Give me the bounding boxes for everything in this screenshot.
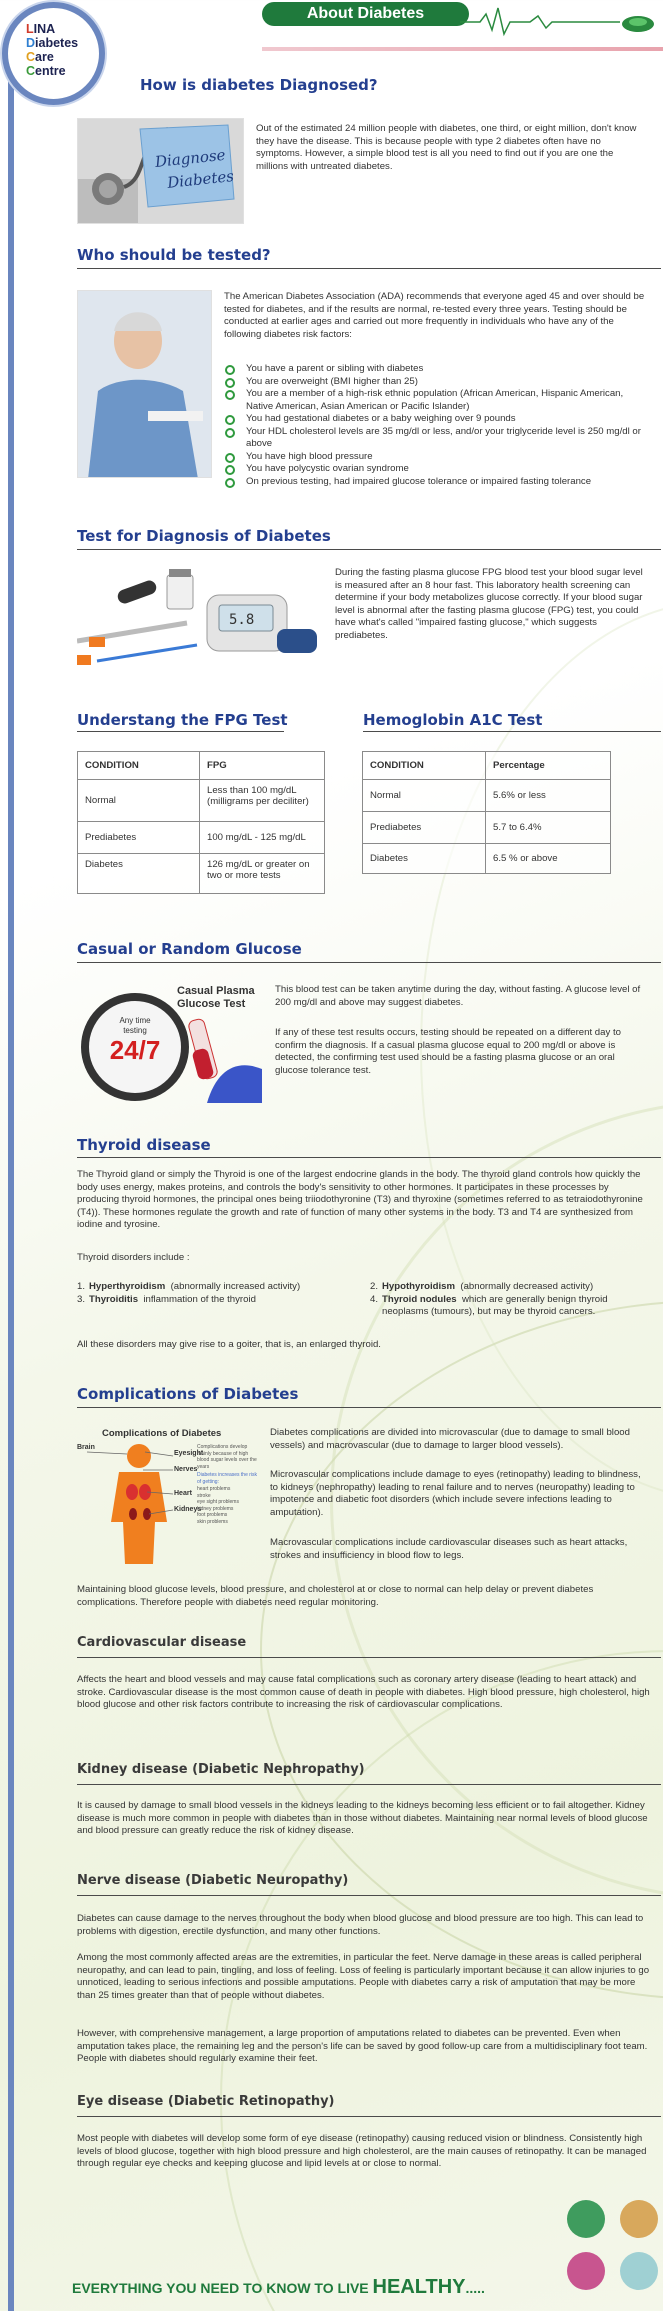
thyroid-closing: All these disorders may give rise to a goiter, that is, an enlarged thyroid. <box>77 1339 381 1350</box>
thyroid-text: The Thyroid gland or simply the Thyroid is one of the largest endocrine glands in the body. The thyroid gland controls how quickly the body uses energy, makes proteins, and controls the body's sensitivity to other hormones. It participates in these processes by producing thyroid hormones, the principal ones being triiodothyronine (T3) and thyroxine (sometimes referred to as tetraiodothyronine (T4)). These hormones regulate the growth and rate of function of many other systems in the body. T3 and T4 are synthesized from iodine and tyrosine. <box>77 1169 643 1230</box>
complications-image: Complications of Diabetes Brain Eyesight Nerves Heart Kidneys Complications develop mainly because of high blood sugar levels over the years Diabetes increases the risk of getting: heart problems stroke eye sight problems kidney problems foot problems skin problems <box>77 1428 262 1564</box>
nerve-para-2: Among the most commonly affected areas are the extremities, in particular the feet. Nerve damage in these areas is called peripheral neuropathy, and can lead to pain, tingling, and loss of feeling. Loss of feeling is particularly important because it can allow injuries to go unnoticed, leading to serious infections and possible amputations. People with diabetes carry a risk of amputation that may be more than 25 times greater than that of people without diabetes. <box>77 1952 650 2001</box>
table-cell: 6.5 % or above <box>486 844 611 874</box>
list-item: You have a parent or sibling with diabetes <box>224 363 650 376</box>
section-heading-test-diagnosis: Test for Diagnosis of Diabetes <box>77 527 331 545</box>
diagnosed-text: Out of the estimated 24 million people with diabetes, one third, or eight million, don't know they have the disease. This is because people with type 2 diabetes often have no symptoms. However, a simple blood test is all you need to find out if you are one the millions with untreated diabetes. <box>256 123 637 172</box>
a1c-table <box>362 751 611 874</box>
table-cell: Prediabetes <box>78 822 200 854</box>
list-item: 1. Hyperthyroidism (abnormally increased activity) <box>77 1281 301 1292</box>
section-divider <box>77 1157 661 1158</box>
glucometer-syringe-icon <box>77 565 322 665</box>
list-item: 3. Thyroiditis inflammation of the thyroid <box>77 1293 256 1305</box>
fpg-table <box>77 751 325 894</box>
decorative-circle <box>567 2252 605 2290</box>
table-cell: Diabetes <box>363 844 486 874</box>
table-row <box>78 822 325 854</box>
glucometer-image <box>77 565 322 665</box>
table-header: CONDITION <box>363 752 486 780</box>
table-cell: Less than 100 mg/dL (milligrams per deciliter) <box>200 780 325 822</box>
section-divider <box>363 731 661 732</box>
thyroid-disorders-label: Thyroid disorders include : <box>77 1252 190 1263</box>
section-heading-thyroid: Thyroid disease <box>77 1136 211 1154</box>
kidney-text: It is caused by damage to small blood vessels in the kidneys leading to the kidneys becoming less efficient or to fail altogether. Kidney disease is much more common in people with diabetes than in those without diabetes. Maintaining near normal levels of blood glucose and blood pressure can greatly reduce the risk of kidney disease. <box>77 1800 648 1836</box>
table-row <box>78 854 325 894</box>
section-divider <box>77 1407 661 1408</box>
table-header: CONDITION <box>78 752 200 780</box>
patient-image <box>77 290 212 478</box>
list-item: You have high blood pressure <box>224 451 650 464</box>
table-row <box>363 780 611 812</box>
table-row <box>363 812 611 844</box>
section-heading-diagnosed: How is diabetes Diagnosed? <box>140 76 378 94</box>
list-item: You have polycystic ovarian syndrome <box>224 463 650 476</box>
tested-intro: The American Diabetes Association (ADA) recommends that everyone aged 45 and over should be tested for diabetes, and if the results are normal, re-tested every three years. Testing should be conducted at earlier ages and carried out more frequently in individuals who have any of the following diabetes risk factors: <box>224 291 645 340</box>
section-divider <box>77 731 284 732</box>
section-divider <box>77 268 661 269</box>
section-heading-complications: Complications of Diabetes <box>77 1385 299 1403</box>
list-item: You had gestational diabetes or a baby weighing over 9 pounds <box>224 413 650 426</box>
thyroid-disorder-list-left <box>77 1281 357 1306</box>
eye-text: Most people with diabetes will develop some form of eye disease (retinopathy) causing reduced vision or blindness. Consistently high levels of blood glucose, together with high blood pressure and high cholesterol, are the main causes of retinopathy. It can be managed through regular eye checks and keeping glucose and lipid levels at or close to normal. <box>77 2133 647 2169</box>
table-cell: 5.6% or less <box>486 780 611 812</box>
table-cell: 100 mg/dL - 125 mg/dL <box>200 822 325 854</box>
section-heading-casual: Casual or Random Glucose <box>77 940 302 958</box>
page-title: About Diabetes <box>262 2 469 26</box>
section-heading-kidney: Kidney disease (Diabetic Nephropathy) <box>77 1762 365 1777</box>
table-cell: Normal <box>78 780 200 822</box>
section-heading-a1c: Hemoglobin A1C Test <box>363 711 543 729</box>
clock-icon <box>77 989 267 1103</box>
table-cell: 5.7 to 6.4% <box>486 812 611 844</box>
svg-text:testing: testing <box>123 1026 147 1035</box>
table-header-row <box>363 752 611 780</box>
section-divider <box>77 1784 661 1785</box>
svg-text:24/7: 24/7 <box>109 1035 161 1065</box>
complications-para-4: Maintaining blood glucose levels, blood pressure, and cholesterol at or close to normal can help delay or prevent diabetes complications. Therefore people with diabetes need regular monitoring. <box>77 1584 594 1608</box>
test-diagnosis-text: During the fasting plasma glucose FPG blood test your blood sugar level is measured after an 8 hour fast. This laboratory health screening can determine if your body metabolizes glucose correctly. If your blood sugar level is abnormal after the fasting plasma glucose (FPG) test, you could have what's called "impaired fasting glucose," which suggests prediabetes. <box>335 567 643 641</box>
section-heading-fpg: Understang the FPG Test <box>77 711 288 729</box>
complications-para-1: Diabetes complications are divided into microvascular (due to damage to small blood vessels) and macrovascular (due to damage to larger blood vessels). <box>270 1427 630 1451</box>
nerve-para-1: Diabetes can cause damage to the nerves throughout the body when blood glucose and blood pressure are too high. This can lead to problems with digestion, erectile dysfunction, and many other functions. <box>77 1913 644 1937</box>
list-item: On previous testing, had impaired glucose tolerance or impaired fasting tolerance <box>224 476 650 489</box>
left-frame-bar <box>8 80 14 2311</box>
complications-para-2: Microvascular complications include damage to eyes (retinopathy) leading to blindness, to kidneys (nephropathy) leading to renal failure and to nerves (neuropathy) leading to impotence and diabetic foot disorders (which include severe infections leading to amputation). <box>270 1469 641 1518</box>
decorative-circle <box>567 2200 605 2238</box>
casual-glucose-image <box>77 981 267 1103</box>
table-cell: 126 mg/dL or greater on two or more tests <box>200 854 325 894</box>
section-divider <box>77 549 661 550</box>
table-cell: Prediabetes <box>363 812 486 844</box>
thyroid-disorder-list-right <box>370 1281 651 1319</box>
section-heading-eye: Eye disease (Diabetic Retinopathy) <box>77 2094 335 2109</box>
table-cell: Diabetes <box>78 854 200 894</box>
decorative-circle <box>620 2252 658 2290</box>
list-item: You are a member of a high-risk ethnic population (African American, Hispanic American, Native American, Asian American or Pacific Islander) <box>224 388 650 413</box>
table-header: FPG <box>200 752 325 780</box>
meter-reading: 5.8 <box>229 612 255 628</box>
section-heading-tested: Who should be tested? <box>77 246 271 264</box>
table-header: Percentage <box>486 752 611 780</box>
list-item: 4. Thyroid nodules which are generally benign thyroid neoplasms (tumours), but may be thyroid cancers. <box>370 1293 608 1317</box>
complications-para-3: Macrovascular complications include cardiovascular diseases such as heart attacks, strokes and insufficiency in blood flow to legs. <box>270 1537 628 1561</box>
section-divider <box>77 1657 661 1658</box>
table-row <box>78 780 325 822</box>
footer-tagline: EVERYTHING YOU NEED TO KNOW TO LIVE HEALTHY..... <box>72 2276 485 2298</box>
casual-para-2: If any of these test results occurs, testing should be repeated on a different day to confirm the diagnosis. If a casual plasma glucose equal to 200 mg/dl or above is detected, the confirming test used should be a fasting plasma glucose or an oral glucose tolerance test. <box>275 1027 621 1076</box>
list-item: You are overweight (BMI higher than 25) <box>224 376 650 389</box>
heartbeat-glucometer-icon <box>460 4 660 44</box>
decorative-circle <box>620 2200 658 2238</box>
casual-para-1: This blood test can be taken anytime during the day, without fasting. A glucose level of 200 mg/dl and above may suggest diabetes. <box>275 984 641 1008</box>
section-divider <box>77 962 661 963</box>
nerve-para-3: However, with comprehensive management, a large proportion of amputations related to diabetes can be prevented. Even when amputation takes place, the remaining leg and the person's life can be saved by good follow-up care from a multidisciplinary foot team. People with diabetes should regularly examine their feet. <box>77 2028 648 2064</box>
risk-factor-list <box>224 363 650 488</box>
svg-text:Any time: Any time <box>119 1016 151 1025</box>
image-caption: Casual Plasma Glucose Test <box>177 985 255 1010</box>
list-item: Your HDL cholesterol levels are 35 mg/dl or less, and/or your triglyceride level is 250 mg/dl or above <box>224 426 650 451</box>
section-heading-nerve: Nerve disease (Diabetic Neuropathy) <box>77 1873 349 1888</box>
section-divider <box>77 1895 661 1896</box>
cardio-text: Affects the heart and blood vessels and may cause fatal complications such as coronary artery disease (leading to heart attack) and stroke. Cardiovascular disease is the most common cause of death in people with diabetes. High blood pressure, high cholesterol, high blood glucose and other risk factors contribute to increasing the risk of cardiovascular complications. <box>77 1674 650 1710</box>
patient-photo <box>78 291 212 478</box>
table-cell: Normal <box>363 780 486 812</box>
section-divider <box>77 2116 661 2117</box>
logo: LINA Diabetes Care Centre <box>2 2 105 105</box>
table-header-row <box>78 752 325 780</box>
section-heading-cardio: Cardiovascular disease <box>77 1635 247 1650</box>
header-divider <box>262 47 663 51</box>
table-row <box>363 844 611 874</box>
diagnose-diabetes-image: Diagnose Diabetes <box>77 118 244 224</box>
list-item: 2. Hypothyroidism (abnormally decreased activity) <box>370 1281 594 1292</box>
